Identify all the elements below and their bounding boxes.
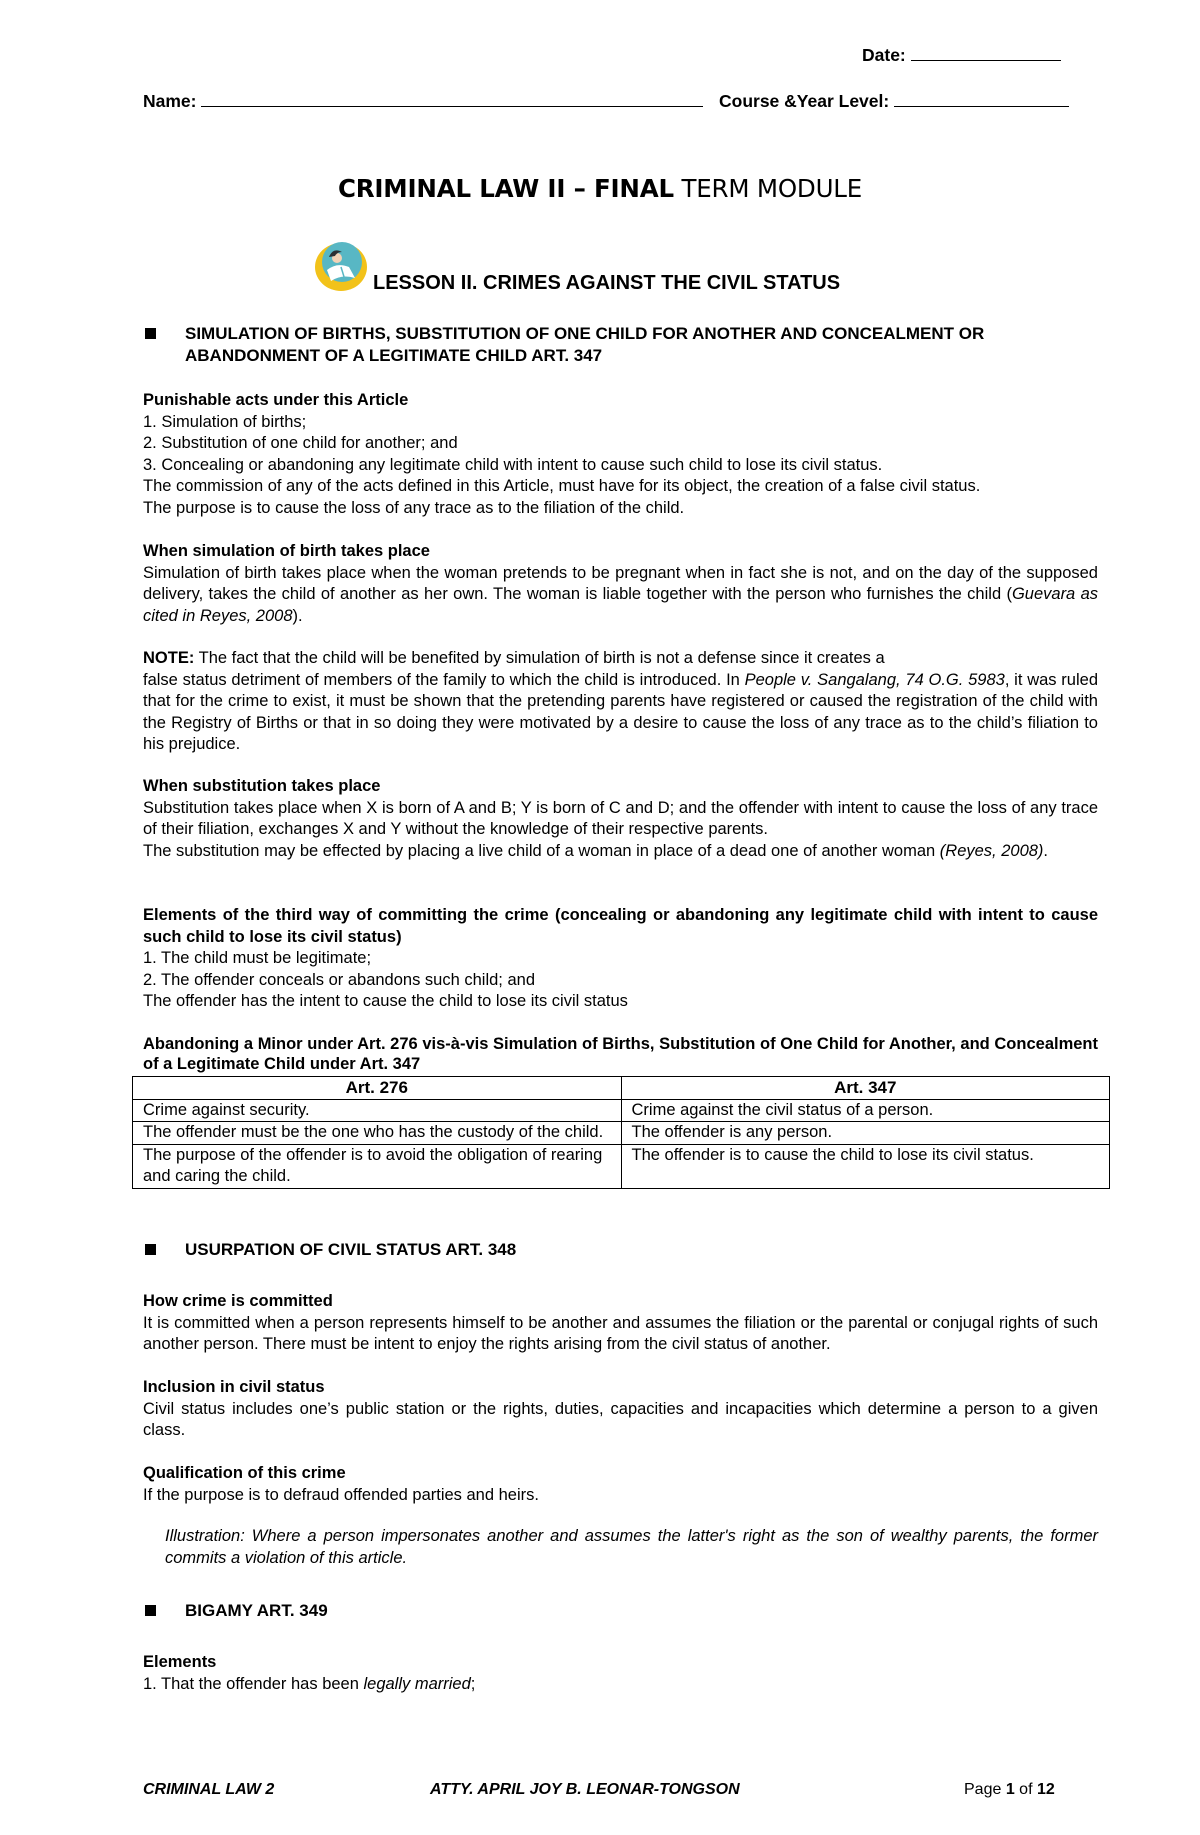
title-main: CRIMINAL LAW II – FINAL	[337, 174, 674, 203]
bigamy-elements-heading: Elements	[143, 1653, 217, 1671]
bigamy-elements-block	[143, 1652, 1098, 1695]
how-committed-block	[143, 1291, 1098, 1356]
purpose-text: The purpose is to cause the loss of any trace as to the filiation of the child.	[143, 498, 685, 517]
element-emphasis: legally married	[363, 1674, 471, 1693]
table-cell: The purpose of the offender is to avoid the obligation of rearing and caring the child.	[133, 1144, 622, 1188]
bullet-icon	[145, 1605, 156, 1616]
list-item: 2. Substitution of one child for another; and	[143, 434, 458, 452]
inclusion-block	[143, 1377, 1098, 1442]
table-cell: Crime against security.	[133, 1099, 622, 1122]
note-label: NOTE:	[143, 649, 195, 667]
simulation-block	[143, 541, 1098, 627]
table-cell: The offender must be the one who has the custody of the child.	[133, 1122, 622, 1145]
name-line	[201, 91, 703, 107]
course-label: Course &Year Level:	[719, 91, 890, 111]
comparison-table-wrap	[132, 1076, 1110, 1189]
punishable-acts-block	[143, 390, 1098, 519]
sub-effect-end: .	[1043, 841, 1049, 860]
footer-page-number	[964, 1779, 1055, 1801]
simulation-paragraph	[143, 563, 1098, 628]
elements-block	[143, 905, 1098, 1013]
reading-person-icon	[313, 240, 368, 292]
footer-course: CRIMINAL LAW 2	[143, 1781, 275, 1798]
list-item	[143, 1674, 1098, 1696]
table-cell: The offender is any person.	[621, 1122, 1110, 1145]
title-sub: TERM MODULE	[673, 174, 863, 203]
qualification-heading: Qualification of this crime	[143, 1464, 346, 1482]
bullet-icon	[145, 1244, 156, 1255]
footer-author: ATTY. APRIL JOY B. LEONAR-TONGSON	[430, 1781, 740, 1798]
table-cell: Crime against the civil status of a person.	[621, 1099, 1110, 1122]
section-heading-art349: BIGAMY ART. 349	[185, 1601, 328, 1620]
course-line	[894, 91, 1069, 107]
punishable-heading: Punishable acts under this Article	[143, 391, 409, 409]
simulation-text: Simulation of birth takes place when the woman pretends to be pregnant when in fact she is not, and on the day of the supposed delivery, takes the child of another as her own. The woman is liable together with the person who furnishes the child (	[143, 563, 1098, 603]
substitution-effect	[143, 841, 1098, 863]
course-field	[719, 91, 1069, 113]
list-item: 1. Simulation of births;	[143, 412, 307, 431]
section-heading-art348: USURPATION OF CIVIL STATUS ART. 348	[185, 1240, 517, 1259]
note-line-1	[143, 648, 1098, 670]
qualification-text: If the purpose is to defraud offended parties and heirs.	[143, 1485, 539, 1504]
section-heading-art347: SIMULATION OF BIRTHS, SUBSTITUTION OF ONE CHILD FOR ANOTHER AND CONCEALMENT OR ABANDONMENT OF A LEGITIMATE CHILD ART. 347	[185, 324, 985, 365]
page-prefix: Page	[964, 1781, 1006, 1798]
illustration-text: Illustration: Where a person impersonates another and assumes the latter's right as the son of wealthy parents, the former commits a violation of this article.	[165, 1527, 1098, 1567]
name-label: Name:	[143, 91, 197, 111]
list-item: 1. The child must be legitimate;	[143, 949, 372, 967]
list-item: 2. The offender conceals or abandons such child; and	[143, 970, 535, 989]
commission-text: The commission of any of the acts defined in this Article, must have for its object, the creation of a false civil status.	[143, 477, 981, 495]
table-cell: The offender is to cause the child to lose its civil status.	[621, 1144, 1110, 1188]
note-text-1: The fact that the child will be benefited by simulation of birth is not a defense since it creates a	[194, 649, 885, 667]
list-item: 3. Concealing or abandoning any legitimate child with intent to cause such child to lose its civil status.	[143, 455, 883, 474]
list-item: The offender has the intent to cause the child to lose its civil status	[143, 992, 628, 1010]
table-header-art347: Art. 347	[621, 1077, 1110, 1100]
page-of: of	[1014, 1781, 1037, 1798]
elements-heading: Elements of the third way of committing the crime (concealing or abandoning any legitimate child with intent to cause such child to lose its civil status)	[143, 906, 1098, 946]
element-end: ;	[470, 1674, 476, 1693]
table-header-art276: Art. 276	[133, 1077, 622, 1100]
simulation-heading: When simulation of birth takes place	[143, 542, 430, 560]
name-field	[143, 91, 703, 113]
sub-effect-text: The substitution may be effected by placing a live child of a woman in place of a dead one of another woman	[143, 841, 940, 860]
table-header-row	[133, 1077, 1110, 1100]
page-total: 12	[1036, 1781, 1055, 1798]
simulation-end: ).	[292, 606, 303, 625]
note-text-2a: false status detriment of members of the family to which the child is introduced. In	[143, 670, 745, 689]
sub-effect-citation: (Reyes, 2008)	[939, 841, 1044, 860]
element-text: 1. That the offender has been	[143, 1674, 364, 1693]
table-row	[133, 1099, 1110, 1122]
inclusion-text: Civil status includes one’s public station or the rights, duties, capacities and incapacities which determine a person to a given class.	[143, 1399, 1098, 1439]
how-heading: How crime is committed	[143, 1292, 333, 1310]
substitution-heading: When substitution takes place	[143, 777, 381, 795]
note-block	[143, 648, 1098, 756]
substitution-text: Substitution takes place when X is born of A and B; Y is born of C and D; and the offender with intent to cause the loss of any trace of their filiation, exchanges X and Y without the knowledge of their respective parents.	[143, 798, 1098, 838]
note-case-citation: People v. Sangalang, 74 O.G. 5983	[744, 670, 1005, 689]
table-row	[133, 1122, 1110, 1145]
simulation-citation: Guevara as cited in Reyes, 2008	[143, 585, 1098, 625]
comparison-table	[132, 1076, 1110, 1189]
inclusion-heading: Inclusion in civil status	[143, 1378, 325, 1396]
date-field	[862, 45, 1061, 67]
page-current: 1	[1005, 1781, 1015, 1798]
module-title	[0, 174, 1200, 203]
table-row	[133, 1144, 1110, 1188]
note-text-2b: , it was ruled that for the crime to exist, it must be shown that the pretending parents have registered or caused the registration of the child with the Registry of Births or that in so doing they were motivated by a desire to cause the loss of any trace as to the child’s filiation to his prejudice.	[143, 670, 1098, 753]
bullet-icon	[145, 328, 156, 339]
lesson-title: LESSON II. CRIMES AGAINST THE CIVIL STATUS	[373, 272, 841, 294]
date-label: Date:	[862, 45, 906, 65]
comparison-table-heading: Abandoning a Minor under Art. 276 vis-à-vis Simulation of Births, Substitution of One Child for Another, and Concealment of a Legitimate Child under Art. 347	[143, 1035, 1098, 1073]
how-text: It is committed when a person represents himself to be another and assumes the filiation or the parental or conjugal rights of such another person. There must be intent to enjoy the rights arising from the civil status of another.	[143, 1313, 1098, 1353]
qualification-block	[143, 1463, 1098, 1506]
date-line	[911, 45, 1061, 61]
note-paragraph	[143, 670, 1098, 756]
substitution-block	[143, 776, 1098, 862]
